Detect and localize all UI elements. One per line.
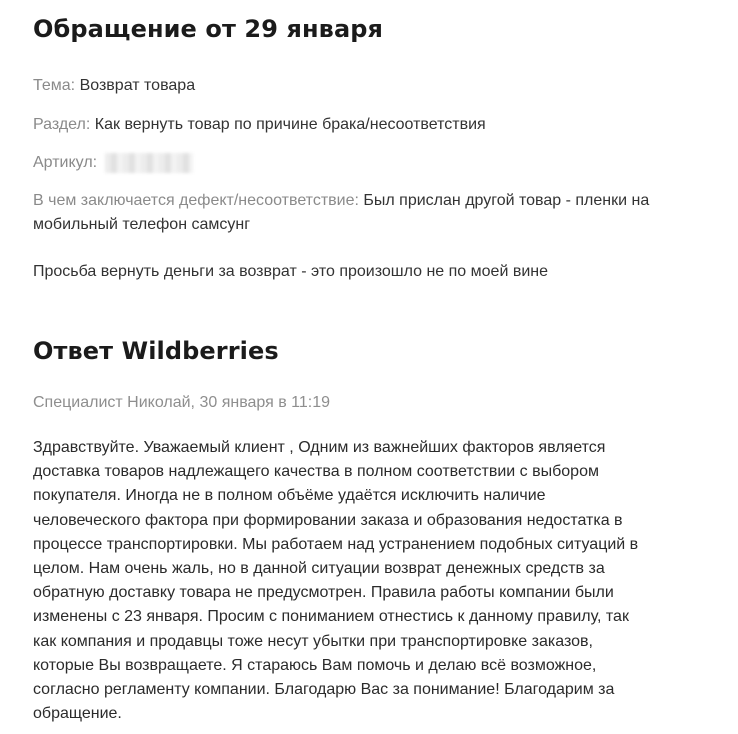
answer-line: обращение. xyxy=(33,705,122,723)
section-value: Как вернуть товар по причине брака/несоответствия xyxy=(94,116,486,133)
answer-line: процессе транспортировки. Мы работаем над устранением подобных ситуаций в xyxy=(33,535,639,553)
answer-line: доставка товаров надлежащего качества в полном соответствии с выбором xyxy=(33,463,599,481)
answer-line: покупателя. Иногда не в полном объёме удаётся исключить наличие xyxy=(33,487,546,505)
answer-line: обратную доставку товара не предусмотрен. Правила работы компании были xyxy=(33,584,614,602)
article-label: Артикул: xyxy=(33,154,98,171)
request-topic-row xyxy=(33,74,195,98)
answer-body xyxy=(33,436,708,726)
defect-value-line-1: Был прислан другой товар - пленки на xyxy=(363,192,650,209)
section-label: Раздел: xyxy=(33,116,91,133)
defect-value-line-2: мобильный телефон самсунг xyxy=(33,216,251,233)
request-defect-row-cont xyxy=(33,213,250,237)
answer-line: Здравствуйте. Уважаемый клиент , Одним из важнейших факторов является xyxy=(33,439,606,456)
answer-line: согласно регламенту компании. Благодарю Вас за понимание! Благодарим за xyxy=(33,681,615,699)
answer-line: которые Вы возвращаете. Я стараюсь Вам помочь и делаю всё возможное, xyxy=(33,656,597,674)
request-article-row xyxy=(33,151,193,175)
request-defect-row xyxy=(33,189,649,213)
answer-line: как компания и продавцы тоже несут убытки при транспортировке заказов, xyxy=(33,632,593,650)
request-section-row xyxy=(33,113,486,137)
request-body: Просьба вернуть деньги за возврат - это произошло не по моей вине xyxy=(33,263,548,280)
answer-meta: Специалист Николай, 30 января в 11:19 xyxy=(33,394,331,411)
defect-label: В чем заключается дефект/несоответствие: xyxy=(33,192,359,209)
answer-title: Ответ Wildberries xyxy=(33,337,279,365)
article-value-redacted xyxy=(105,153,193,173)
topic-value: Возврат товара xyxy=(79,77,196,94)
answer-line: человеческого фактора при формировании заказа и образования недостатка в xyxy=(33,511,623,529)
request-title: Обращение от 29 января xyxy=(33,15,384,43)
topic-label: Тема: xyxy=(33,77,76,94)
answer-line: целом. Нам очень жаль, но в данной ситуации возврат денежных средств за xyxy=(33,560,605,578)
answer-line: изменены с 23 января. Просим с пониманием отнестись к данному правилу, так xyxy=(33,608,629,626)
